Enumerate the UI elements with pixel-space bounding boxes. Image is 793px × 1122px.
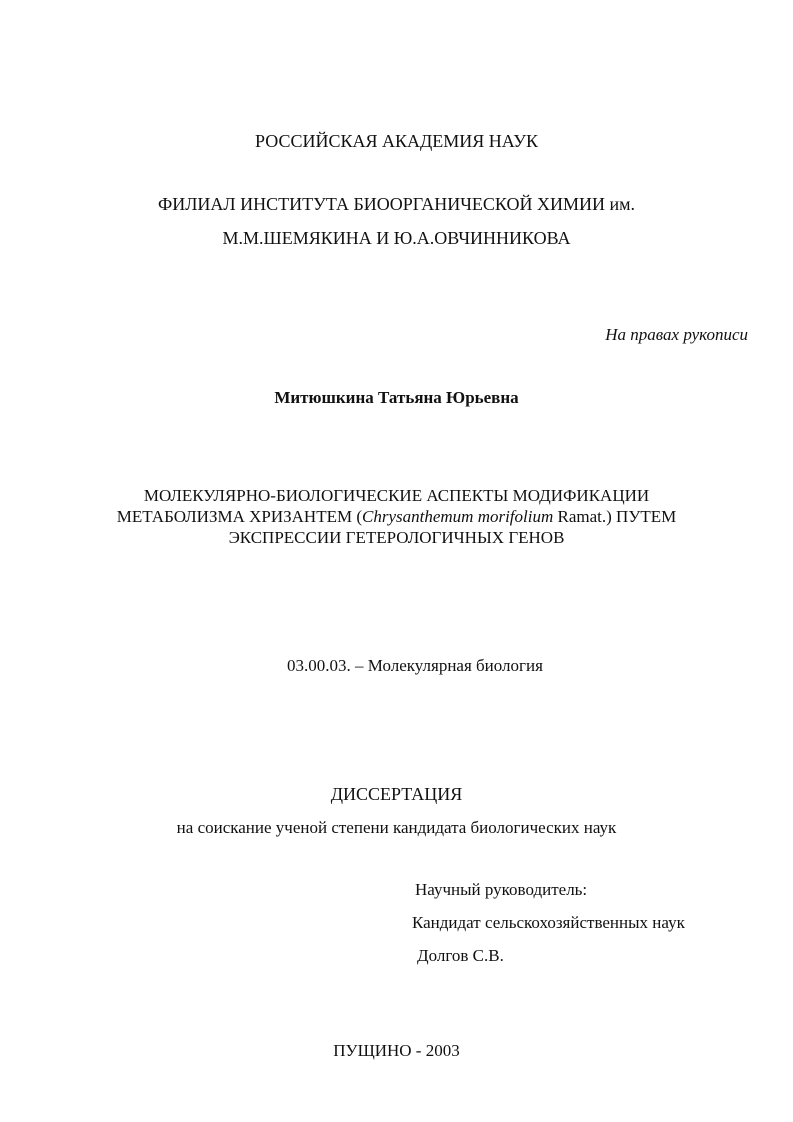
manuscript-rights-note: На правах рукописи	[605, 325, 748, 344]
degree-statement: на соискание ученой степени кандидата биологических наук	[176, 818, 617, 837]
species-name: Chrysanthemum morifolium	[362, 507, 554, 526]
institute-heading-line2: М.М.ШЕМЯКИНА И Ю.А.ОВЧИННИКОВА	[222, 228, 571, 248]
city-year: ПУЩИНО - 2003	[333, 1041, 460, 1060]
title-line-2	[0, 506, 793, 527]
supervisor-name: Долгов С.В.	[417, 946, 504, 965]
supervisor-degree: Кандидат сельскохозяйственных наук	[412, 913, 685, 932]
title-line-2-suffix: Ramat.) ПУТЕМ	[553, 507, 677, 526]
dissertation-title	[0, 485, 793, 548]
title-line-1: МОЛЕКУЛЯРНО-БИОЛОГИЧЕСКИЕ АСПЕКТЫ МОДИФИКАЦИИ	[143, 486, 650, 505]
document-type: ДИССЕРТАЦИЯ	[330, 784, 463, 804]
academy-heading: РОССИЙСКАЯ АКАДЕМИЯ НАУК	[255, 131, 538, 151]
institute-heading-line1: ФИЛИАЛ ИНСТИТУТА БИООРГАНИЧЕСКОЙ ХИМИИ им.	[157, 194, 636, 214]
title-line-3: ЭКСПРЕССИИ ГЕТЕРОЛОГИЧНЫХ ГЕНОВ	[228, 528, 565, 547]
supervisor-label: Научный руководитель:	[415, 880, 588, 899]
title-line-2-prefix: МЕТАБОЛИЗМА ХРИЗАНТЕМ (	[116, 507, 362, 526]
author-name: Митюшкина Татьяна Юрьевна	[274, 388, 519, 407]
specialty-code: 03.00.03. – Молекулярная биология	[287, 656, 543, 675]
